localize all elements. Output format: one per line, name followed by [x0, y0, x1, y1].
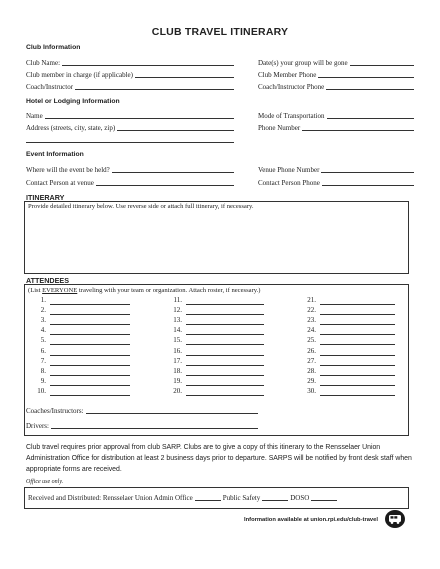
- member-phone-field[interactable]: [318, 70, 414, 78]
- attendee-name-field[interactable]: [186, 375, 264, 376]
- attendee-number: 28.: [307, 366, 316, 375]
- itinerary-heading: ITINERARY: [26, 193, 65, 202]
- coach-phone-label: Coach/Instructor Phone: [258, 83, 325, 91]
- hotel-address-label: Address (streets, city, state, zip): [26, 124, 116, 132]
- attendees-instructions: [28, 287, 260, 294]
- drivers-label: Drivers:: [26, 422, 49, 430]
- coaches-label: Coaches/Instructors:: [26, 407, 84, 415]
- attendee-number: 4.: [40, 326, 46, 335]
- attendee-number: 23.: [307, 316, 316, 325]
- admin-office-field[interactable]: [195, 493, 221, 501]
- hotel-name-field[interactable]: [45, 111, 234, 119]
- hotel-address-row: [26, 122, 234, 132]
- hotel-address-field-2[interactable]: [26, 135, 234, 143]
- hotel-address-field[interactable]: [117, 123, 234, 131]
- attendee-name-field[interactable]: [320, 355, 395, 356]
- dates-row: [258, 57, 414, 67]
- venue-phone-label: Venue Phone Number: [258, 166, 320, 174]
- attendee-number: 17.: [173, 356, 182, 365]
- attendee-number: 15.: [173, 336, 182, 345]
- event-location-row: [26, 164, 234, 174]
- drivers-field[interactable]: [51, 421, 258, 429]
- transport-label: Mode of Transportation: [258, 112, 325, 120]
- attendee-number: 8.: [40, 366, 46, 375]
- attendee-name-field[interactable]: [320, 344, 395, 345]
- event-location-label: Where will the event be held?: [26, 166, 110, 174]
- approval-notice: Club travel requires prior approval from club SARP. Clubs are to give a copy of this itinerary to the Rensselaer Union Administration Office for distribution at least 2 business days prior to departure. SARPS will be notified by front desk staff when appropriate forms are received.: [26, 444, 412, 473]
- attendee-number: 26.: [307, 346, 316, 355]
- received-label: Received and Distributed: Rensselaer Union Admin Office: [28, 494, 193, 502]
- attendee-number: 30.: [307, 386, 316, 395]
- attendee-name-field[interactable]: [50, 375, 130, 376]
- hotel-address-row-2: [26, 134, 234, 144]
- hotel-name-label: Name: [26, 112, 43, 120]
- attendee-number: 19.: [173, 376, 182, 385]
- attendee-name-field[interactable]: [320, 304, 395, 305]
- member-phone-label: Club Member Phone: [258, 71, 317, 79]
- hotel-phone-row: [258, 122, 414, 132]
- attendee-number: 16.: [173, 346, 182, 355]
- venue-phone-field[interactable]: [321, 165, 414, 173]
- hotel-phone-label: Phone Number: [258, 124, 301, 132]
- attendee-number: 14.: [173, 326, 182, 335]
- venue-phone-row: [258, 164, 414, 174]
- bus-logo-icon: [384, 509, 406, 529]
- event-location-field[interactable]: [112, 165, 234, 173]
- footer-info: Information available at union.rpi.edu/club-travel: [244, 517, 378, 523]
- page-title: CLUB TRAVEL ITINERARY: [151, 26, 289, 38]
- coach-label: Coach/Instructor: [26, 83, 74, 91]
- attendee-name-field[interactable]: [50, 314, 130, 315]
- event-heading: Event Information: [26, 151, 84, 158]
- coach-row: [26, 81, 234, 91]
- attendee-number: 5.: [40, 336, 46, 345]
- attendee-name-field[interactable]: [320, 324, 395, 325]
- contact-phone-field[interactable]: [322, 178, 414, 186]
- attendee-number: 2.: [40, 306, 46, 315]
- office-use-label: Office use only.: [26, 479, 64, 485]
- attendee-name-field[interactable]: [50, 365, 130, 366]
- club-name-field[interactable]: [62, 58, 234, 66]
- attendee-number: 24.: [307, 326, 316, 335]
- attendee-name-field[interactable]: [186, 385, 264, 386]
- attendee-number: 18.: [173, 366, 182, 375]
- attendees-instr-emphasis: EVERYONE: [42, 287, 78, 294]
- attendee-name-field[interactable]: [186, 304, 264, 305]
- attendee-name-field[interactable]: [186, 365, 264, 366]
- club-name-label: Club Name:: [26, 59, 61, 67]
- attendee-number: 6.: [40, 346, 46, 355]
- member-in-charge-field[interactable]: [135, 70, 234, 78]
- attendee-number: 13.: [173, 316, 182, 325]
- transport-row: [258, 110, 414, 120]
- hotel-heading: Hotel or Lodging Information: [26, 98, 120, 105]
- hotel-phone-field[interactable]: [302, 123, 414, 131]
- coaches-row: [26, 405, 258, 415]
- attendee-name-field[interactable]: [186, 344, 264, 345]
- attendee-number: 27.: [307, 356, 316, 365]
- attendee-name-field[interactable]: [186, 334, 264, 335]
- venue-contact-row: [26, 177, 234, 187]
- attendee-number: 9.: [40, 376, 46, 385]
- distribution-row: [28, 492, 368, 502]
- coach-field[interactable]: [75, 82, 234, 90]
- club-info-heading: Club Information: [26, 44, 81, 51]
- attendee-name-field[interactable]: [186, 355, 264, 356]
- hotel-name-row: [26, 110, 234, 120]
- attendee-name-field[interactable]: [186, 314, 264, 315]
- transport-field[interactable]: [327, 111, 415, 119]
- attendee-name-field[interactable]: [50, 355, 130, 356]
- attendee-number: 25.: [307, 336, 316, 345]
- attendee-number: 21.: [307, 296, 316, 304]
- public-safety-label: Public Safety: [222, 494, 261, 502]
- attendee-name-field[interactable]: [320, 385, 395, 386]
- attendee-name-field[interactable]: [50, 334, 130, 335]
- attendee-name-field[interactable]: [50, 304, 130, 305]
- attendee-name-field[interactable]: [186, 395, 264, 396]
- attendee-number: 12.: [173, 306, 182, 315]
- coaches-field[interactable]: [86, 406, 258, 414]
- doso-field[interactable]: [311, 493, 337, 501]
- itinerary-box[interactable]: [24, 201, 409, 274]
- venue-contact-label: Contact Person at venue: [26, 179, 94, 187]
- attendee-name-field[interactable]: [320, 375, 395, 376]
- contact-phone-label: Contact Person Phone: [258, 179, 320, 187]
- dates-label: Date(s) your group will be gone: [258, 59, 348, 67]
- attendee-name-field[interactable]: [50, 385, 130, 386]
- attendee-name-field[interactable]: [50, 324, 130, 325]
- attendee-name-field[interactable]: [320, 314, 395, 315]
- attendee-number: 20.: [173, 386, 182, 395]
- attendee-name-field[interactable]: [320, 395, 395, 396]
- member-phone-row: [258, 69, 414, 79]
- venue-contact-field[interactable]: [96, 178, 234, 186]
- member-in-charge-row: [26, 69, 234, 79]
- itinerary-instructions: Provide detailed itinerary below. Use reverse side or attach full itinerary, if necessary.: [28, 203, 254, 210]
- attendee-name-field[interactable]: [50, 395, 130, 396]
- drivers-row: [26, 420, 258, 430]
- attendees-instr-prefix: (List: [28, 287, 43, 294]
- attendee-number: 3.: [40, 316, 46, 325]
- club-name-row: [26, 57, 234, 67]
- attendee-number: 22.: [307, 306, 316, 315]
- attendees-instr-suffix: traveling with your team or organization. Attach roster, if necessary.): [77, 287, 261, 294]
- coach-phone-row: [258, 81, 414, 91]
- attendee-number: 1.: [40, 296, 46, 304]
- attendee-number: 7.: [40, 356, 46, 365]
- attendee-number: 10.: [37, 386, 46, 395]
- attendee-name-field[interactable]: [50, 344, 130, 345]
- dates-field[interactable]: [350, 58, 414, 66]
- attendees-heading: ATTENDEES: [26, 276, 69, 285]
- contact-phone-row: [258, 177, 414, 187]
- member-in-charge-label: Club member in charge (if applicable): [26, 71, 133, 79]
- attendee-name-field[interactable]: [320, 365, 395, 366]
- attendee-number: 29.: [307, 376, 316, 385]
- doso-label: DOSO: [290, 494, 310, 502]
- attendee-name-field[interactable]: [320, 334, 395, 335]
- coach-phone-field[interactable]: [326, 82, 414, 90]
- public-safety-field[interactable]: [262, 493, 288, 501]
- attendee-name-field[interactable]: [186, 324, 264, 325]
- attendee-number: 11.: [173, 296, 182, 304]
